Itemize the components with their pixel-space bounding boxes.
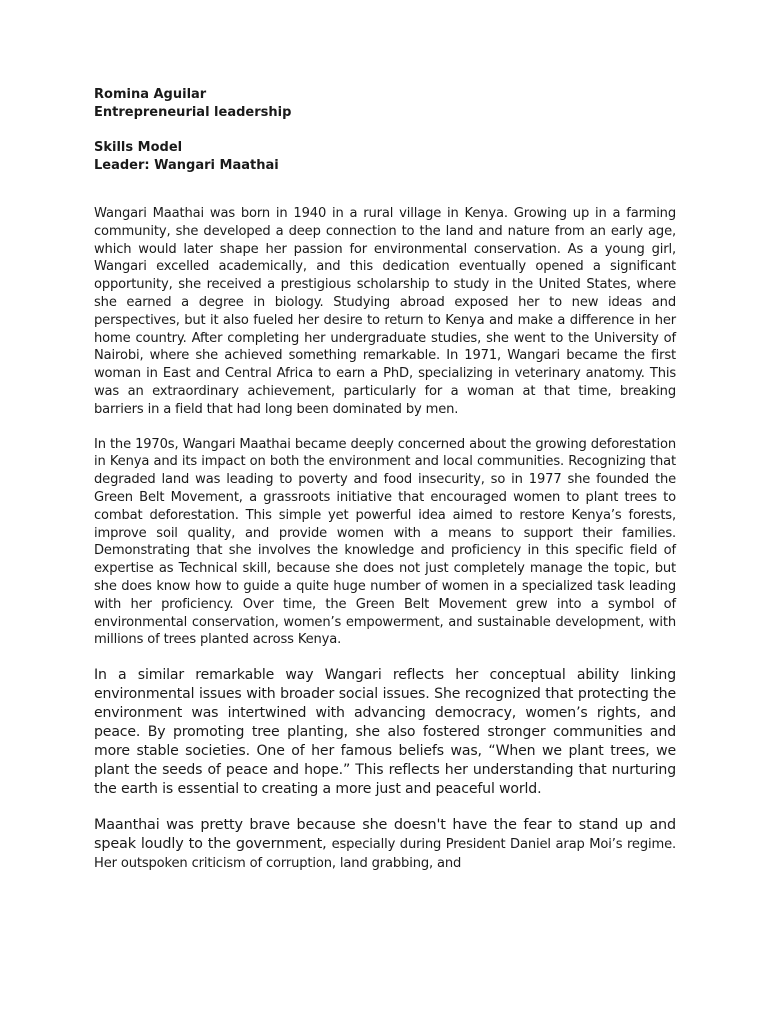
document-header — [94, 86, 684, 175]
paragraph-conceptual-ability: In a similar remarkable way Wangari reflects her conceptual ability linking environmental issues with broader social issues. She recognized that protecting the environment was intertwined with advancing democracy, women’s rights, and peace. By promoting tree planting, she also fostered stronger communities and more stable societies. One of her famous beliefs was, “When we plant trees, we plant the seeds of peace and hope.” This reflects her understanding that nurturing the earth is essential to creating a more just and peaceful world. — [94, 667, 676, 798]
paragraph-bravery-continued: especially during President Daniel arap Moi’s regime. Her outspoken criticism of corruption, land grabbing, and — [94, 837, 677, 872]
leader-title: Leader: Wangari Maathai — [94, 158, 279, 173]
course-name: Entrepreneurial leadership — [94, 105, 292, 120]
essay-body — [94, 205, 676, 890]
author-name: Romina Aguilar — [94, 87, 207, 102]
paragraph-bravery — [94, 816, 676, 873]
paragraph-early-life: Wangari Maathai was born in 1940 in a rural village in Kenya. Growing up in a farming community, she developed a deep connection to the land and nature from an early age, which would later shape her passion for environmental conservation. As a young girl, Wangari excelled academically, and this dedication eventually opened a significant opportunity, she received a prestigious scholarship to study in the United States, where she earned a degree in biology. Studying abroad exposed her to new ideas and perspectives, but it also fueled her desire to return to Kenya and make a difference in her home country. After completing her undergraduate studies, she went to the University of Nairobi, where she achieved something remarkable. In 1971, Wangari became the first woman in East and Central Africa to earn a PhD, specializing in veterinary anatomy. This was an extraordinary achievement, particularly for a woman at that time, breaking barriers in a field that had long been dominated by men. — [94, 206, 676, 417]
paragraph-green-belt: In the 1970s, Wangari Maathai became deeply concerned about the growing deforestation in Kenya and its impact on both the environment and local communities. Recognizing that degraded land was leading to poverty and food insecurity, so in 1977 she founded the Green Belt Movement, a grassroots initiative that encouraged women to plant trees to combat deforestation. This simple yet powerful idea aimed to restore Kenya’s forests, improve soil quality, and provide women with a means to support their families. Demonstrating that she involves the knowledge and proficiency in this specific field of expertise as Technical skill, because she does not just completely manage the topic, but she does know how to guide a quite huge number of women in a specialized task leading with her proficiency. Over time, the Green Belt Movement grew into a symbol of environmental conservation, women’s empowerment, and sustainable development, with millions of trees planted across Kenya. — [94, 436, 676, 648]
paragraph-bravery-lead: Maanthai was pretty brave because she doesn't have the fear to stand up and speak loudly to the government, — [94, 817, 676, 853]
model-title: Skills Model — [94, 140, 183, 155]
header-spacer — [94, 122, 684, 139]
